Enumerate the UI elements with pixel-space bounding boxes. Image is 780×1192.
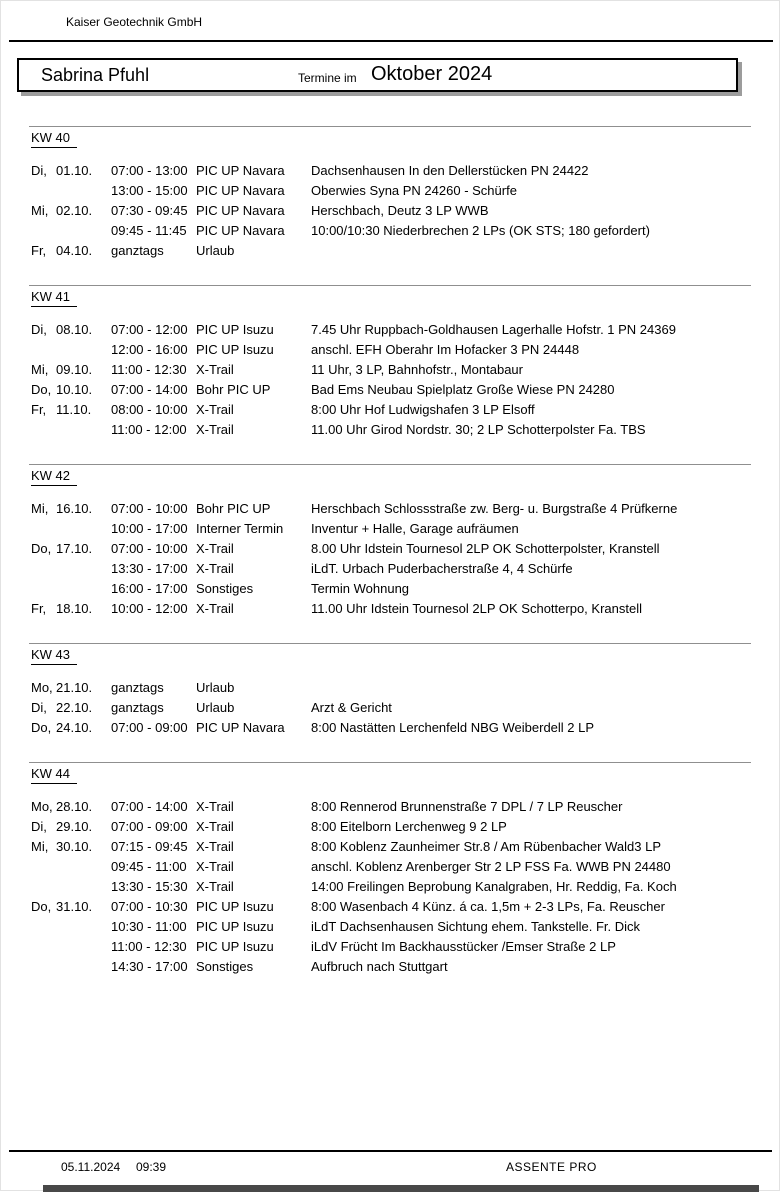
week-label: KW 41	[31, 289, 77, 307]
appointment-day	[31, 877, 56, 897]
appointment-type: X-Trail	[196, 839, 234, 854]
appointment-time: 10:00 - 17:00	[111, 521, 188, 536]
appointment-time: 07:00 - 10:30	[111, 899, 188, 914]
appointment-date	[56, 420, 95, 440]
week-label: KW 42	[31, 468, 77, 486]
appointment-type: Urlaub	[196, 243, 235, 258]
appointment-type: PIC UP Navara	[196, 203, 285, 218]
appointment-date	[56, 340, 95, 360]
appointment-day: Fr,	[31, 402, 47, 417]
appointment-description: 8:00 Koblenz Zaunheimer Str.8 / Am Rübenbacher Wald3 LP	[311, 839, 661, 854]
appointment-row	[31, 400, 751, 420]
week-section	[29, 464, 751, 619]
appointment-description: anschl. EFH Oberahr Im Hofacker 3 PN 24448	[311, 342, 580, 357]
appointment-day: Mo,	[31, 680, 53, 695]
appointment-type: PIC UP Navara	[196, 183, 285, 198]
appointment-time: 14:30 - 17:00	[111, 959, 188, 974]
week-label: KW 40	[31, 130, 77, 148]
appointment-row	[31, 420, 751, 440]
appointment-type: Sonstiges	[196, 959, 254, 974]
appointment-date: 02.10.	[56, 203, 93, 218]
appointment-row	[31, 221, 751, 241]
appointment-row	[31, 161, 751, 181]
appointment-day: Mo,	[31, 799, 53, 814]
appointment-day: Do,	[31, 382, 52, 397]
weeks	[29, 126, 751, 977]
appointment-description	[311, 241, 751, 261]
appointment-row	[31, 360, 751, 380]
appointment-date: 30.10.	[56, 839, 93, 854]
appointment-row	[31, 877, 751, 897]
appointment-date	[56, 917, 95, 937]
appointment-type: X-Trail	[196, 879, 234, 894]
appointment-type: PIC UP Isuzu	[196, 322, 274, 337]
week-rows	[29, 499, 751, 619]
appointment-time: 09:45 - 11:45	[111, 223, 187, 238]
appointment-row	[31, 201, 751, 221]
appointment-time: 07:00 - 13:00	[111, 163, 188, 178]
appointment-description: 8.00 Uhr Idstein Tournesol 2LP OK Schotterpolster, Kranstell	[311, 541, 660, 556]
appointment-row	[31, 718, 751, 738]
appointment-type: X-Trail	[196, 601, 234, 616]
appointment-day	[31, 579, 56, 599]
appointment-time: 07:00 - 10:00	[111, 541, 188, 556]
appointment-day: Di,	[31, 700, 47, 715]
week-divider	[29, 126, 751, 127]
appointment-type: Urlaub	[196, 680, 235, 695]
appointment-type: Interner Termin	[196, 521, 284, 536]
appointment-row	[31, 320, 751, 340]
appointment-description: 7.45 Uhr Ruppbach-Goldhausen Lagerhalle Hofstr. 1 PN 24369	[311, 322, 676, 337]
appointment-time: 13:30 - 15:30	[111, 879, 188, 894]
appointment-time: 11:00 - 12:30	[111, 939, 187, 954]
appointment-description: 8:00 Eitelborn Lerchenweg 9 2 LP	[311, 819, 507, 834]
appointment-row	[31, 539, 751, 559]
appointment-type: PIC UP Navara	[196, 223, 285, 238]
footer-app-name: ASSENTE PRO	[506, 1160, 597, 1174]
appointment-time: 12:00 - 16:00	[111, 342, 188, 357]
appointment-day	[31, 519, 56, 539]
appointment-day: Di,	[31, 819, 47, 834]
appointment-date: 17.10.	[56, 541, 93, 556]
appointment-time: 07:15 - 09:45	[111, 839, 188, 854]
appointment-row	[31, 817, 751, 837]
appointment-day	[31, 559, 56, 579]
appointment-time: ganztags	[111, 680, 164, 695]
week-rows	[29, 678, 751, 738]
appointment-type: X-Trail	[196, 541, 234, 556]
appointment-time: ganztags	[111, 700, 164, 715]
appointment-date: 08.10.	[56, 322, 93, 337]
week-rows	[29, 797, 751, 977]
appointment-row	[31, 519, 751, 539]
appointment-type: PIC UP Isuzu	[196, 919, 274, 934]
appointment-day: Mi,	[31, 362, 49, 377]
appointment-time: ganztags	[111, 243, 164, 258]
appointment-row	[31, 499, 751, 519]
appointment-type: X-Trail	[196, 422, 234, 437]
appointment-row	[31, 917, 751, 937]
appointment-date	[56, 519, 95, 539]
appointment-date: 09.10.	[56, 362, 93, 377]
appointment-description: 10:00/10:30 Niederbrechen 2 LPs (OK STS; 180 gefordert)	[311, 223, 650, 238]
appointment-day: Fr,	[31, 243, 47, 258]
week-divider	[29, 285, 751, 286]
appointment-type: X-Trail	[196, 362, 234, 377]
appointment-description: 8:00 Uhr Hof Ludwigshafen 3 LP Elsoff	[311, 402, 535, 417]
appointment-day	[31, 957, 56, 977]
appointment-description: 11 Uhr, 3 LP, Bahnhofstr., Montabaur	[311, 362, 523, 377]
title-box	[17, 58, 738, 92]
appointment-date	[56, 579, 95, 599]
appointment-description: Herschbach, Deutz 3 LP WWB	[311, 203, 489, 218]
appointment-day	[31, 181, 56, 201]
appointment-description: Oberwies Syna PN 24260 - Schürfe	[311, 183, 517, 198]
appointment-date: 04.10.	[56, 243, 93, 258]
appointment-day	[31, 857, 56, 877]
appointment-type: PIC UP Isuzu	[196, 342, 274, 357]
appointment-time: 07:00 - 09:00	[111, 819, 188, 834]
appointment-description: iLdT Dachsenhausen Sichtung ehem. Tankstelle. Fr. Dick	[311, 919, 641, 934]
appointment-date: 31.10.	[56, 899, 93, 914]
week-section	[29, 285, 751, 440]
appointment-description: 14:00 Freilingen Beprobung Kanalgraben, Hr. Reddig, Fa. Koch	[311, 879, 677, 894]
footer-print-time: 09:39	[136, 1160, 167, 1174]
appointment-time: 07:00 - 10:00	[111, 501, 188, 516]
week-label: KW 43	[31, 647, 77, 665]
appointment-row	[31, 579, 751, 599]
appointment-description: Termin Wohnung	[311, 581, 410, 596]
appointment-row	[31, 380, 751, 400]
appointment-day	[31, 420, 56, 440]
appointment-type: X-Trail	[196, 402, 234, 417]
appointment-day: Fr,	[31, 601, 47, 616]
appointment-time: 10:00 - 12:00	[111, 601, 188, 616]
appointment-time: 11:00 - 12:00	[111, 422, 187, 437]
appointment-description: 11.00 Uhr Girod Nordstr. 30; 2 LP Schotterpolster Fa. TBS	[311, 422, 646, 437]
appointment-description: 8:00 Nastätten Lerchenfeld NBG Weiberdell 2 LP	[311, 720, 595, 735]
appointment-type: X-Trail	[196, 819, 234, 834]
appointment-date: 18.10.	[56, 601, 93, 616]
appointment-description: 8:00 Rennerod Brunnenstraße 7 DPL / 7 LP Reuscher	[311, 799, 623, 814]
week-label: KW 44	[31, 766, 77, 784]
appointment-time: 16:00 - 17:00	[111, 581, 188, 596]
appointment-date	[56, 181, 95, 201]
appointment-type: X-Trail	[196, 859, 234, 874]
person-name: Sabrina Pfuhl	[41, 65, 150, 85]
appointment-type: PIC UP Navara	[196, 163, 285, 178]
appointment-row	[31, 698, 751, 718]
week-section	[29, 126, 751, 261]
title-month: Oktober 2024	[371, 63, 493, 85]
appointment-day	[31, 340, 56, 360]
appointment-row	[31, 837, 751, 857]
appointment-time: 07:00 - 14:00	[111, 382, 188, 397]
appointment-date: 01.10.	[56, 163, 93, 178]
appointment-description: Dachsenhausen In den Dellerstücken PN 24422	[311, 163, 589, 178]
appointment-time: 07:00 - 09:00	[111, 720, 188, 735]
appointment-description: Herschbach Schlossstraße zw. Berg- u. Burgstraße 4 Prüfkerne	[311, 501, 678, 516]
appointment-day: Mi,	[31, 501, 49, 516]
appointment-date: 28.10.	[56, 799, 93, 814]
appointment-row	[31, 340, 751, 360]
appointment-day: Mi,	[31, 203, 49, 218]
appointment-description: Inventur + Halle, Garage aufräumen	[311, 521, 519, 536]
appointment-day: Mi,	[31, 839, 49, 854]
week-rows	[29, 161, 751, 261]
appointment-time: 07:30 - 09:45	[111, 203, 188, 218]
header-divider	[9, 40, 773, 42]
appointment-date: 21.10.	[56, 680, 93, 695]
appointment-type: PIC UP Navara	[196, 720, 285, 735]
appointment-type: X-Trail	[196, 561, 234, 576]
appointment-date	[56, 857, 95, 877]
appointment-type: PIC UP Isuzu	[196, 899, 274, 914]
appointment-date: 24.10.	[56, 720, 93, 735]
appointment-description: 11.00 Uhr Idstein Tournesol 2LP OK Schotterpo, Kranstell	[311, 601, 642, 616]
appointment-date	[56, 877, 95, 897]
appointment-row	[31, 599, 751, 619]
week-divider	[29, 762, 751, 763]
appointment-time: 11:00 - 12:30	[111, 362, 187, 377]
appointment-time: 10:30 - 11:00	[111, 919, 187, 934]
appointment-day	[31, 221, 56, 241]
footer-print-date: 05.11.2024	[61, 1160, 121, 1174]
company-name: Kaiser Geotechnik GmbH	[66, 15, 203, 29]
appointment-day	[31, 937, 56, 957]
appointment-description: Bad Ems Neubau Spielplatz Große Wiese PN 24280	[311, 382, 615, 397]
week-section	[29, 762, 751, 977]
appointment-row	[31, 241, 751, 261]
appointment-day: Di,	[31, 163, 47, 178]
appointment-date: 29.10.	[56, 819, 93, 834]
week-section	[29, 643, 751, 738]
appointment-day: Do,	[31, 720, 52, 735]
appointment-day: Di,	[31, 322, 47, 337]
appointment-type: PIC UP Isuzu	[196, 939, 274, 954]
appointment-row	[31, 857, 751, 877]
appointment-time: 13:30 - 17:00	[111, 561, 188, 576]
appointment-row	[31, 797, 751, 817]
title-prefix: Termine im	[298, 71, 357, 85]
appointment-type: Sonstiges	[196, 581, 254, 596]
appointment-row	[31, 559, 751, 579]
appointment-date: 11.10.	[56, 402, 92, 417]
appointment-date	[56, 221, 95, 241]
appointment-day: Do,	[31, 899, 52, 914]
appointment-description: iLdV Frücht Im Backhausstücker /Emser Straße 2 LP	[311, 939, 616, 954]
footer-divider	[9, 1150, 772, 1152]
appointment-date	[56, 937, 95, 957]
appointment-time: 07:00 - 14:00	[111, 799, 188, 814]
appointment-date: 22.10.	[56, 700, 93, 715]
appointment-time: 08:00 - 10:00	[111, 402, 188, 417]
appointment-date	[56, 957, 95, 977]
appointment-time: 09:45 - 11:00	[111, 859, 187, 874]
appointment-type: Urlaub	[196, 700, 235, 715]
appointment-description: iLdT. Urbach Puderbacherstraße 4, 4 Schürfe	[311, 561, 573, 576]
appointment-date: 10.10.	[56, 382, 93, 397]
appointment-day	[31, 917, 56, 937]
week-divider	[29, 464, 751, 465]
appointment-description: Aufbruch nach Stuttgart	[311, 959, 448, 974]
appointment-date	[56, 559, 95, 579]
appointment-row	[31, 957, 751, 977]
week-rows	[29, 320, 751, 440]
appointment-description	[311, 678, 751, 698]
appointment-row	[31, 897, 751, 917]
appointment-row	[31, 181, 751, 201]
appointment-description: Arzt & Gericht	[311, 700, 392, 715]
appointment-type: Bohr PIC UP	[196, 382, 271, 397]
appointment-date: 16.10.	[56, 501, 93, 516]
appointment-day: Do,	[31, 541, 52, 556]
appointment-type: X-Trail	[196, 799, 234, 814]
appointment-description: 8:00 Wasenbach 4 Künz. á ca. 1,5m + 2-3 LPs, Fa. Reuscher	[311, 899, 665, 914]
appointment-row	[31, 678, 751, 698]
appointment-time: 13:00 - 15:00	[111, 183, 188, 198]
appointment-row	[31, 937, 751, 957]
week-divider	[29, 643, 751, 644]
appointment-description: anschl. Koblenz Arenberger Str 2 LP FSS Fa. WWB PN 24480	[311, 859, 671, 874]
appointment-type: Bohr PIC UP	[196, 501, 271, 516]
appointment-time: 07:00 - 12:00	[111, 322, 188, 337]
